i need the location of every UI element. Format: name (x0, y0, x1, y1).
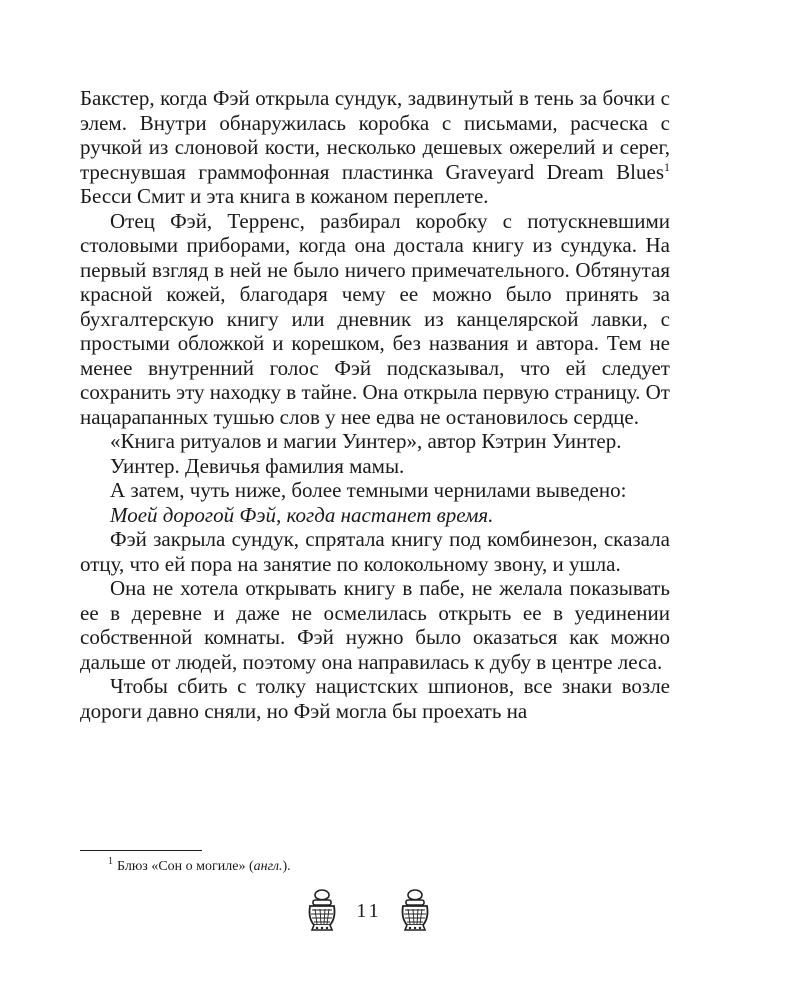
page-number: 11 (356, 900, 382, 922)
footnote: $^1$ Блюз «Сон о могиле» (англ.). (108, 856, 291, 874)
paragraph-9: Чтобы сбить с толку нацистских шпионов, все знаки возле дороги давно сняли, но Фэй могла бы проехать на (80, 674, 670, 723)
main-text (80, 86, 670, 723)
footnote-marker: 1 (664, 159, 670, 174)
footnote-number: 1 (108, 856, 113, 868)
paragraph-5: А затем, чуть ниже, более темными чернилами выведено: (110, 478, 627, 502)
paragraph-6-dedication: Моей дорогой Фэй, когда настанет время. (110, 502, 494, 527)
footnote-divider (80, 850, 202, 851)
paragraph-1: Бакстер, когда Фэй открыла сундук, задвинутый в тень за бочки с элем. Внутри обнаружилась коробка с письмами, расческа с ручкой из слоновой кости, несколько дешевых ожерелий и серег, треснувшая граммофонная пластинка Graveyard Dream Blues$^1$ Бесси Смит и эта книга в кожаном переплете. (80, 86, 670, 208)
paragraph-8: Она не хотела открывать книгу в пабе, не желала показывать ее в деревне и даже не осмелилась открыть ее в уединении собственной комнаты. Фэй нужно было оказаться как можно дальше от людей, поэтому она направилась к дубу в центре леса. (80, 576, 670, 674)
paragraph-4: Уинтер. Девичья фамилия мамы. (110, 453, 405, 478)
paragraph-2: Отец Фэй, Терренс, разбирал коробку с потускневшими столовыми приборами, когда она достала книгу из сундука. На первый взгляд в ней не было ничего примечательного. Обтянутая красной кожей, благодаря чему ее можно было принять за бухгалтерскую книгу или дневник из канцелярской лавки, с простыми обложкой и корешком, без названия и автора. Тем не менее внутренний голос Фэй подсказывал, что ей следует сохранить эту находку в тайне. Она открыла первую страницу. От нацарапанных тушью слов у нее едва не остановилось сердце. (80, 208, 670, 429)
page-footer (0, 888, 800, 938)
paragraph-7: Фэй закрыла сундук, спрятала книгу под комбинезон, сказала отцу, что ей пора на занятие по колокольному звону, и ушла. (80, 527, 670, 576)
cauldron-ornament-icon (398, 888, 432, 932)
paragraph-3: «Книга ритуалов и магии Уинтер», автор Кэтрин Уинтер. (110, 429, 622, 453)
cauldron-ornament-icon (305, 888, 339, 932)
